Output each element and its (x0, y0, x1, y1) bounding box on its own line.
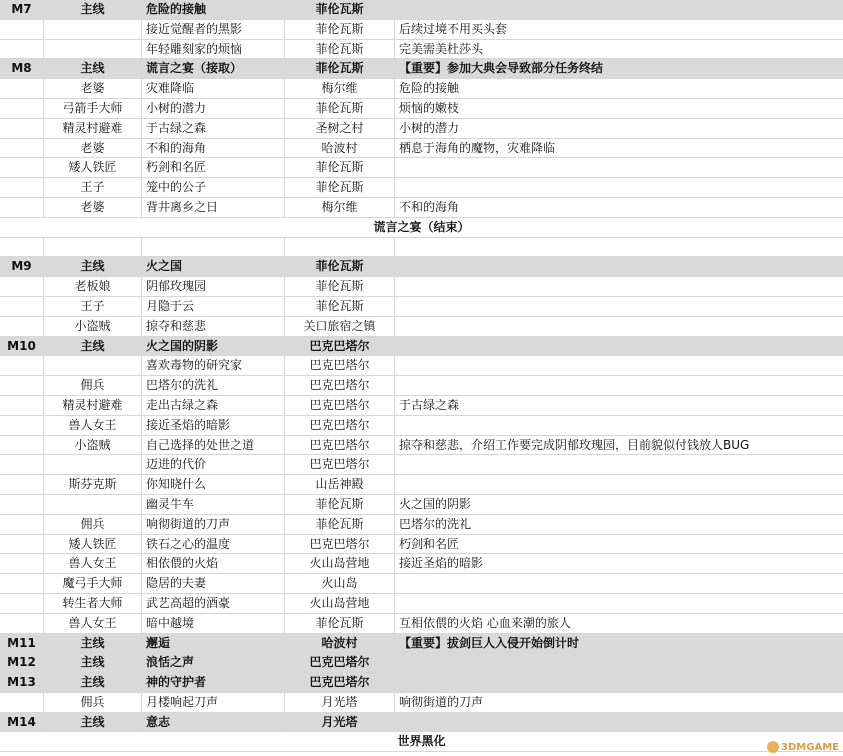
mission-id-cell (0, 158, 44, 177)
note-cell: 巴塔尔的洗礼 (399, 516, 472, 531)
giver-cell: 老婆 (44, 139, 142, 158)
giver-cell (44, 20, 142, 39)
mission-id-cell (0, 20, 44, 39)
location-cell: 菲伦瓦斯 (285, 59, 395, 78)
quest-name-cell: 火之国的阴影 (142, 337, 285, 356)
location-cell: 火山岛营地 (285, 594, 395, 613)
location-cell: 巴克巴塔尔 (285, 653, 395, 672)
side-quest-row (0, 594, 843, 614)
side-quest-row (0, 198, 843, 218)
side-quest-row (0, 317, 843, 337)
main-quest-row (0, 634, 843, 654)
giver-cell: 佣兵 (44, 693, 142, 712)
location-cell: 巴克巴塔尔 (285, 376, 395, 395)
side-quest-row (0, 554, 843, 574)
side-quest-row (0, 277, 843, 297)
note-cell (395, 475, 843, 494)
giver-cell: 精灵村避难 (44, 396, 142, 415)
note-cell (395, 673, 843, 692)
location-cell: 菲伦瓦斯 (285, 20, 395, 39)
giver-cell: 主线 (44, 673, 142, 692)
location-cell: 哈波村 (285, 139, 395, 158)
location-cell: 菲伦瓦斯 (285, 178, 395, 197)
note-cell (395, 238, 843, 257)
quest-name-cell: 危险的接触 (142, 0, 285, 19)
giver-cell: 魔弓手大师 (44, 574, 142, 593)
location-cell: 火山岛 (285, 574, 395, 593)
side-quest-row (0, 495, 843, 515)
note-cell: 接近圣焰的暗影 (399, 556, 484, 571)
mission-id-cell (0, 455, 44, 474)
section-banner-label: 谎言之宴（结束） (373, 219, 470, 234)
quest-name-cell: 喜欢毒物的研究家 (142, 356, 285, 375)
quest-name-cell: 朽剑和名匠 (142, 158, 285, 177)
note-cell: 掠夺和慈悲，介绍工作要完成阴郁玫瑰园，目前貌似付钱放人BUG (399, 437, 750, 452)
giver-cell: 弓箭手大师 (44, 99, 142, 118)
side-quest-row (0, 396, 843, 416)
quest-name-cell: 神的守护者 (142, 673, 285, 692)
location-cell: 圣树之村 (285, 119, 395, 138)
section-banner-label: 世界黑化 (397, 734, 446, 749)
logo-icon (767, 741, 779, 753)
quest-name-cell: 接近圣焰的暗影 (142, 416, 285, 435)
mission-id-cell (0, 693, 44, 712)
quest-name-cell: 掠夺和慈悲 (142, 317, 285, 336)
main-quest-row (0, 0, 843, 20)
quest-name-cell: 小树的潜力 (142, 99, 285, 118)
location-cell: 巴克巴塔尔 (285, 535, 395, 554)
giver-cell: 兽人女王 (44, 416, 142, 435)
giver-cell: 主线 (44, 653, 142, 672)
giver-cell (44, 356, 142, 375)
giver-cell: 王子 (44, 297, 142, 316)
location-cell: 菲伦瓦斯 (285, 158, 395, 177)
side-quest-row (0, 436, 843, 456)
mission-id-cell (0, 535, 44, 554)
section-banner-row (0, 732, 843, 752)
giver-cell (44, 238, 142, 257)
location-cell: 巴克巴塔尔 (285, 673, 395, 692)
main-quest-row (0, 713, 843, 733)
section-banner-row (0, 218, 843, 238)
location-cell: 山岳神殿 (285, 475, 395, 494)
quest-name-cell: 灾难降临 (142, 79, 285, 98)
watermark-logo: 3DMGAME (767, 741, 839, 753)
note-cell (395, 376, 843, 395)
quest-name-cell: 幽灵牛车 (142, 495, 285, 514)
quest-name-cell: 武艺高超的酒豪 (142, 594, 285, 613)
giver-cell (44, 40, 142, 59)
location-cell: 哈波村 (285, 634, 395, 653)
note-cell (395, 317, 843, 336)
side-quest-row (0, 515, 843, 535)
quest-name-cell: 浪恬之声 (142, 653, 285, 672)
giver-cell: 矮人铁匠 (44, 535, 142, 554)
location-cell: 火山岛营地 (285, 554, 395, 573)
giver-cell: 小盗贼 (44, 436, 142, 455)
note-cell: 危险的接触 (399, 81, 460, 96)
note-cell: 【重要】拔剑巨人入侵开始倒计时 (399, 635, 580, 650)
note-cell: 响彻街道的刀声 (399, 694, 484, 709)
mission-id-cell (0, 198, 44, 217)
giver-cell: 老婆 (44, 198, 142, 217)
giver-cell: 主线 (44, 337, 142, 356)
main-quest-row (0, 337, 843, 357)
giver-cell: 老婆 (44, 79, 142, 98)
quest-name-cell: 于古绿之森 (142, 119, 285, 138)
side-quest-row (0, 178, 843, 198)
location-cell: 月光塔 (285, 713, 395, 732)
quest-name-cell: 巴塔尔的洗礼 (142, 376, 285, 395)
note-cell: 于古绿之森 (399, 397, 460, 412)
note-cell (395, 178, 843, 197)
location-cell: 月光塔 (285, 693, 395, 712)
location-cell: 关口旅宿之镇 (285, 317, 395, 336)
location-cell: 菲伦瓦斯 (285, 99, 395, 118)
note-cell: 互相依偎的火焰 心血来潮的旅人 (399, 615, 571, 630)
location-cell: 巴克巴塔尔 (285, 396, 395, 415)
note-cell: 小树的潜力 (399, 120, 460, 135)
location-cell: 菲伦瓦斯 (285, 0, 395, 19)
mission-id-cell: M14 (0, 713, 44, 732)
quest-name-cell: 接近觉醒者的黑影 (142, 20, 285, 39)
note-cell (395, 356, 843, 375)
giver-cell: 主线 (44, 0, 142, 19)
side-quest-row (0, 158, 843, 178)
quest-name-cell: 响彻街道的刀声 (142, 515, 285, 534)
mission-id-cell: M9 (0, 257, 44, 276)
mission-id-cell (0, 495, 44, 514)
mission-id-cell (0, 40, 44, 59)
note-cell (395, 653, 843, 672)
note-cell (395, 337, 843, 356)
quest-name-cell: 暗中越境 (142, 614, 285, 633)
note-cell (395, 594, 843, 613)
quest-name-cell: 迈进的代价 (142, 455, 285, 474)
side-quest-row (0, 614, 843, 634)
mission-id-cell (0, 119, 44, 138)
location-cell: 菲伦瓦斯 (285, 297, 395, 316)
mission-id-cell (0, 99, 44, 118)
giver-cell: 精灵村避难 (44, 119, 142, 138)
note-cell (395, 277, 843, 296)
location-cell: 菲伦瓦斯 (285, 40, 395, 59)
note-cell (395, 455, 843, 474)
mission-id-cell (0, 297, 44, 316)
mission-id-cell (0, 416, 44, 435)
quest-name-cell: 谎言之宴（接取） (142, 59, 285, 78)
quest-name-cell: 自己选择的处世之道 (142, 436, 285, 455)
giver-cell: 主线 (44, 634, 142, 653)
giver-cell: 主线 (44, 59, 142, 78)
mission-id-cell (0, 356, 44, 375)
side-quest-row (0, 376, 843, 396)
side-quest-row (0, 139, 843, 159)
mission-id-cell (0, 614, 44, 633)
quest-name-cell: 相依偎的火焰 (142, 554, 285, 573)
giver-cell: 矮人铁匠 (44, 158, 142, 177)
mission-id-cell (0, 475, 44, 494)
note-cell (395, 574, 843, 593)
giver-cell: 斯芬克斯 (44, 475, 142, 494)
quest-name-cell: 意志 (142, 713, 285, 732)
location-cell: 菲伦瓦斯 (285, 614, 395, 633)
mission-id-cell: M7 (0, 0, 44, 19)
note-cell (395, 257, 843, 276)
mission-id-cell (0, 277, 44, 296)
side-quest-row (0, 535, 843, 555)
note-cell (395, 0, 843, 19)
note-cell: 不和的海角 (399, 199, 460, 214)
quest-name-cell: 隐居的夫妻 (142, 574, 285, 593)
giver-cell: 小盗贼 (44, 317, 142, 336)
location-cell: 菲伦瓦斯 (285, 277, 395, 296)
giver-cell: 主线 (44, 713, 142, 732)
side-quest-row (0, 416, 843, 436)
giver-cell: 兽人女王 (44, 554, 142, 573)
mission-id-cell (0, 139, 44, 158)
side-quest-row (0, 99, 843, 119)
side-quest-row (0, 40, 843, 60)
giver-cell: 兽人女王 (44, 614, 142, 633)
giver-cell (44, 495, 142, 514)
giver-cell: 王子 (44, 178, 142, 197)
mission-id-cell (0, 317, 44, 336)
giver-cell (44, 455, 142, 474)
side-quest-row (0, 574, 843, 594)
note-cell: 【重要】参加大典会导致部分任务终结 (399, 61, 604, 76)
mission-id-cell (0, 554, 44, 573)
note-cell (395, 158, 843, 177)
note-cell: 后续过境不用买头套 (399, 21, 508, 36)
main-quest-row (0, 673, 843, 693)
location-cell: 菲伦瓦斯 (285, 495, 395, 514)
side-quest-row (0, 693, 843, 713)
quest-name-cell: 铁石之心的温度 (142, 535, 285, 554)
note-cell (395, 416, 843, 435)
mission-id-cell (0, 238, 44, 257)
location-cell: 巴克巴塔尔 (285, 337, 395, 356)
note-cell: 朽剑和名匠 (399, 536, 460, 551)
side-quest-row (0, 20, 843, 40)
giver-cell: 转生者大师 (44, 594, 142, 613)
side-quest-row (0, 297, 843, 317)
side-quest-row (0, 356, 843, 376)
quest-name-cell: 走出古绿之森 (142, 396, 285, 415)
note-cell (395, 297, 843, 316)
mission-id-cell (0, 515, 44, 534)
mission-id-cell (0, 436, 44, 455)
side-quest-row (0, 475, 843, 495)
note-cell: 完美需美杜莎头 (399, 41, 484, 56)
location-cell: 菲伦瓦斯 (285, 515, 395, 534)
quest-name-cell (142, 238, 285, 257)
mission-id-cell (0, 79, 44, 98)
note-cell: 栖息于海角的魔物，灾难降临 (399, 140, 556, 155)
quest-name-cell: 月楼响起刀声 (142, 693, 285, 712)
quest-name-cell: 背井离乡之日 (142, 198, 285, 217)
main-quest-row (0, 59, 843, 79)
mission-id-cell: M13 (0, 673, 44, 692)
location-cell: 菲伦瓦斯 (285, 257, 395, 276)
location-cell (285, 238, 395, 257)
quest-name-cell: 年轻雕刻家的烦恼 (142, 40, 285, 59)
mission-id-cell (0, 594, 44, 613)
quest-name-cell: 阴郁玫瑰园 (142, 277, 285, 296)
mission-id-cell (0, 376, 44, 395)
giver-cell: 老板娘 (44, 277, 142, 296)
side-quest-row (0, 79, 843, 99)
mission-id-cell (0, 178, 44, 197)
main-quest-row (0, 653, 843, 673)
mission-id-cell: M10 (0, 337, 44, 356)
location-cell: 巴克巴塔尔 (285, 416, 395, 435)
location-cell: 巴克巴塔尔 (285, 455, 395, 474)
giver-cell: 佣兵 (44, 376, 142, 395)
quest-name-cell: 你知晓什么 (142, 475, 285, 494)
location-cell: 梅尔维 (285, 79, 395, 98)
quest-name-cell: 邂逅 (142, 634, 285, 653)
mission-id-cell: M12 (0, 653, 44, 672)
giver-cell: 佣兵 (44, 515, 142, 534)
note-cell (395, 713, 843, 732)
mission-id-cell (0, 574, 44, 593)
note-cell: 烦恼的嫩枝 (399, 100, 460, 115)
quest-name-cell: 不和的海角 (142, 139, 285, 158)
main-quest-row (0, 257, 843, 277)
side-quest-row (0, 238, 843, 258)
quest-name-cell: 火之国 (142, 257, 285, 276)
location-cell: 梅尔维 (285, 198, 395, 217)
mission-id-cell: M11 (0, 634, 44, 653)
quest-name-cell: 笼中的公子 (142, 178, 285, 197)
note-cell: 火之国的阴影 (399, 496, 472, 511)
location-cell: 巴克巴塔尔 (285, 356, 395, 375)
mission-id-cell (0, 396, 44, 415)
location-cell: 巴克巴塔尔 (285, 436, 395, 455)
side-quest-row (0, 119, 843, 139)
giver-cell: 主线 (44, 257, 142, 276)
quest-name-cell: 月隐于云 (142, 297, 285, 316)
mission-id-cell: M8 (0, 59, 44, 78)
side-quest-row (0, 455, 843, 475)
